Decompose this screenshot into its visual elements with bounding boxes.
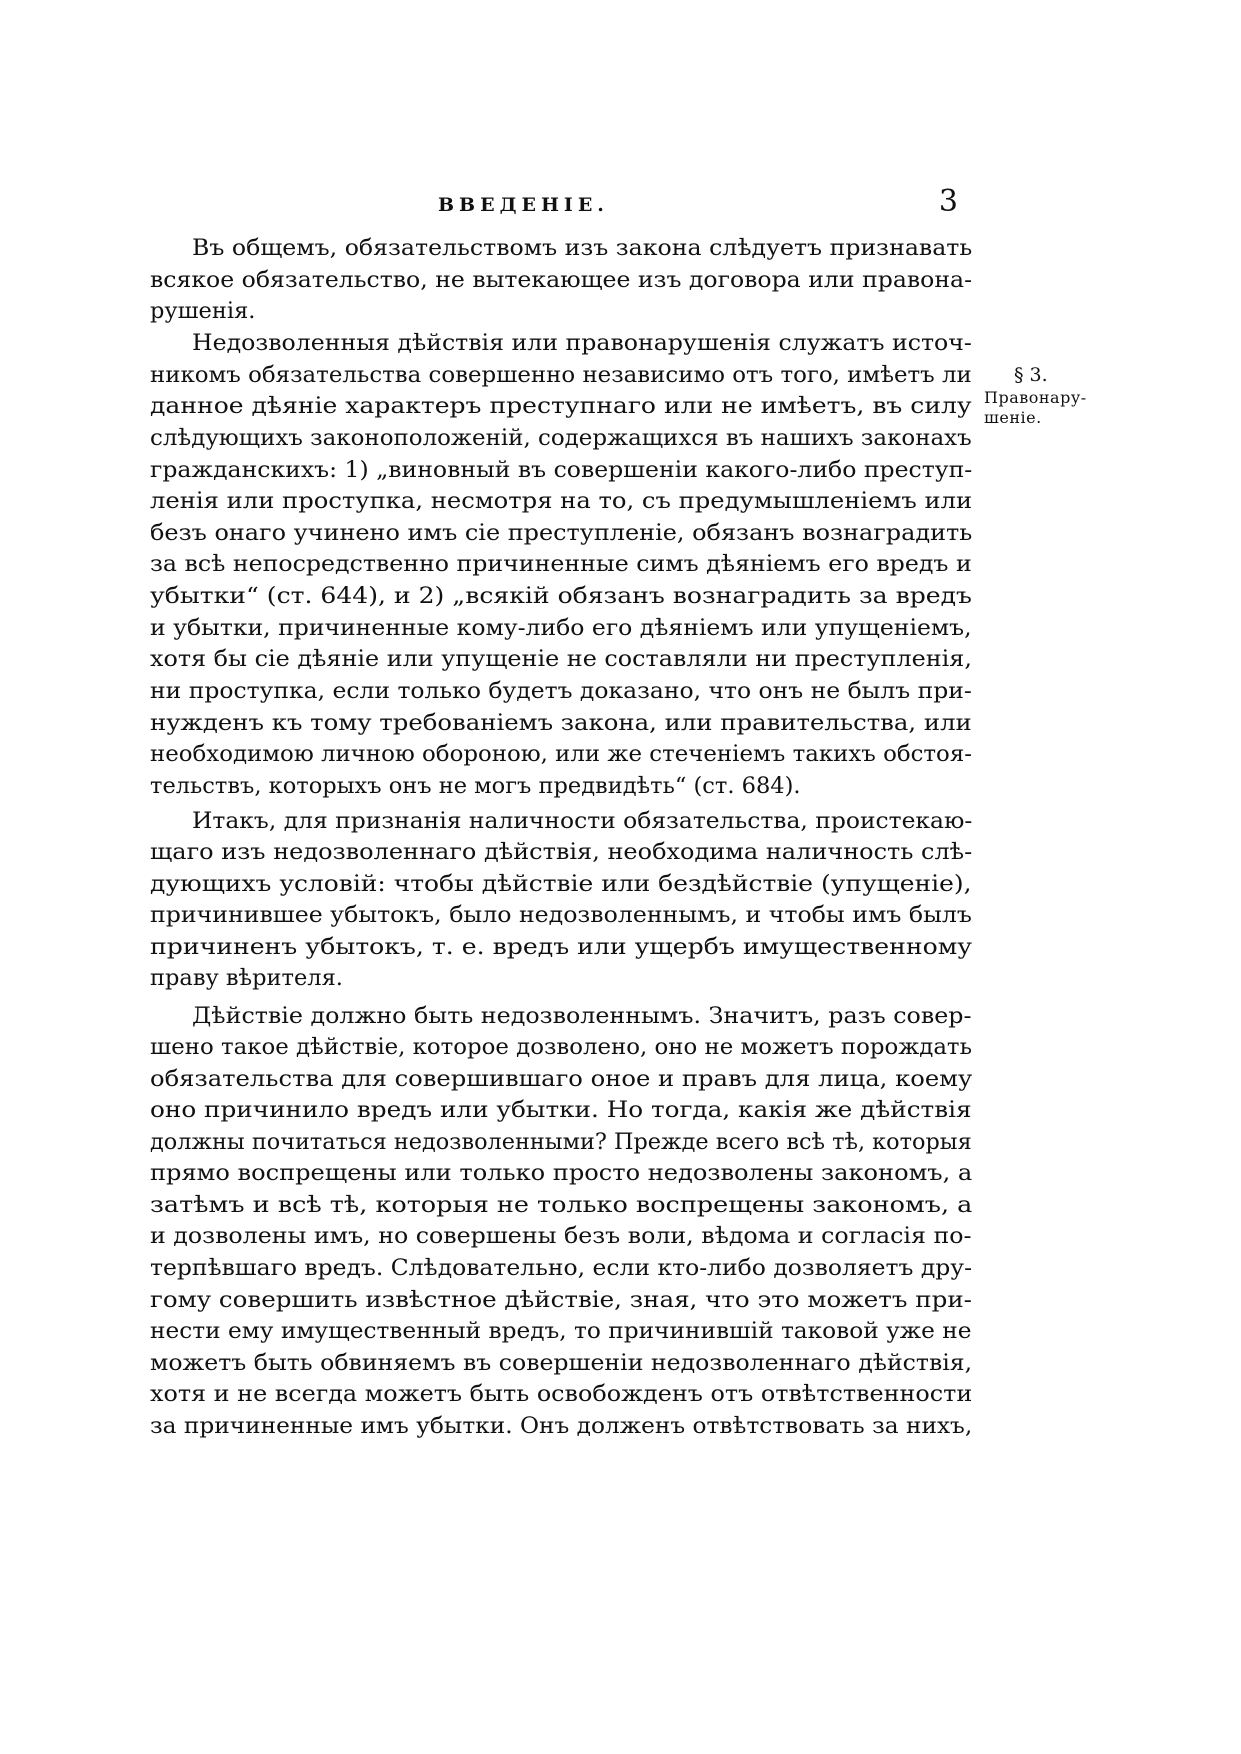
- margin-note-section: § 3.: [1014, 364, 1048, 386]
- text-line: данное дѣяніе характеръ преступнаго или не имѣетъ, въ силу: [150, 393, 972, 419]
- text-line: Недозволенныя дѣйствія или правонарушенія служатъ источ-: [192, 330, 972, 356]
- margin-note-line: Правонару-: [984, 388, 1087, 407]
- text-line: гому совершить извѣстное дѣйствіе, зная, что это можетъ при-: [150, 1287, 972, 1313]
- text-line: можетъ быть обвиняемъ въ совершеніи недозволеннаго дѣйствія,: [150, 1350, 973, 1376]
- text-line: хотя и не всегда можетъ быть освобожденъ отъ отвѣтственности: [150, 1381, 973, 1407]
- text-line: праву вѣрителя.: [150, 965, 343, 991]
- text-line: тельствъ, которыхъ онъ не могъ предвидѣть“ (ст. 684).: [150, 773, 801, 799]
- text-line: хотя бы сіе дѣяніе или упущеніе не составляли ни преступленія,: [150, 646, 972, 672]
- text-line: оно причинило вредъ или убытки. Но тогда, какія же дѣйствія: [150, 1097, 972, 1123]
- running-title: ВВЕДЕНІЕ.: [438, 194, 609, 216]
- text-line: должны почитаться недозволенными? Прежде всего всѣ тѣ, которыя: [150, 1129, 972, 1155]
- text-line: за всѣ непосредственно причиненные симъ дѣяніемъ его вредъ и: [150, 551, 972, 577]
- text-line: ленія или проступка, несмотря на то, съ предумышленіемъ или: [150, 488, 973, 514]
- margin-note-line: шеніе.: [984, 408, 1042, 427]
- text-line: прямо воспрещены или только просто недозволены закономъ, а: [150, 1160, 973, 1186]
- text-line: Итакъ, для признанія наличности обязательства, проистекаю-: [192, 808, 973, 834]
- text-line: всякое обязательство, не вытекающее изъ договора или правона-: [150, 267, 973, 293]
- page-number: 3: [938, 184, 958, 219]
- text-line: шено такое дѣйствіе, которое дозволено, оно не можетъ порождать: [150, 1034, 973, 1060]
- text-line: безъ онаго учинено имъ сіе преступленіе, обязанъ вознаградить: [150, 520, 973, 546]
- text-line: дующихъ условій: чтобы дѣйствіе или бездѣйствіе (упущеніе),: [150, 871, 972, 897]
- text-line: причиненъ убытокъ, т. е. вредъ или ущербъ имущественному: [150, 934, 973, 960]
- text-line: затѣмъ и всѣ тѣ, которыя не только воспрещены закономъ, а: [150, 1192, 973, 1218]
- text-line: и убытки, причиненные кому-либо его дѣяніемъ или упущеніемъ,: [150, 615, 972, 641]
- text-line: Дѣйствіе должно быть недозволеннымъ. Значитъ, разъ совер-: [192, 1003, 972, 1029]
- text-line: терпѣвшаго вредъ. Слѣдовательно, если кто-либо дозволяетъ дру-: [150, 1255, 973, 1281]
- text-line: нести ему имущественный вредъ, то причинившій таковой уже не: [150, 1318, 972, 1344]
- text-line: необходимою личною обороною, или же стеченіемъ такихъ обстоя-: [150, 741, 972, 767]
- text-line: и дозволены имъ, но совершены безъ воли, вѣдома и согласія по-: [150, 1223, 972, 1249]
- text-line: щаго изъ недозволеннаго дѣйствія, необходима наличность слѣ-: [150, 839, 973, 865]
- text-line: обязательства для совершившаго оное и правъ для лица, коему: [150, 1066, 973, 1092]
- text-line: слѣдующихъ законоположеній, содержащихся въ нашихъ законахъ: [150, 425, 972, 451]
- text-line: нужденъ къ тому требованіемъ закона, или правительства, или: [150, 710, 972, 736]
- text-line: причинившее убытокъ, было недозволеннымъ, и чтобы имъ былъ: [150, 902, 972, 928]
- body-text: [150, 235, 973, 1580]
- text-line: ни проступка, если только будетъ доказано, что онъ не былъ при-: [150, 678, 972, 704]
- text-line: убытки“ (ст. 644), и 2) „всякій обязанъ вознаградить за вредъ: [150, 583, 972, 609]
- running-head: [120, 184, 980, 230]
- text-line: никомъ обязательства совершенно независимо отъ того, имѣетъ ли: [150, 362, 972, 388]
- text-line: за причиненные имъ убытки. Онъ долженъ отвѣтствовать за нихъ,: [150, 1413, 973, 1439]
- text-line: рушенія.: [150, 298, 256, 324]
- text-line: гражданскихъ: 1) „виновный въ совершеніи какого-либо преступ-: [150, 457, 973, 483]
- text-line: Въ общемъ, обязательствомъ изъ закона слѣдуетъ признавать: [192, 235, 973, 261]
